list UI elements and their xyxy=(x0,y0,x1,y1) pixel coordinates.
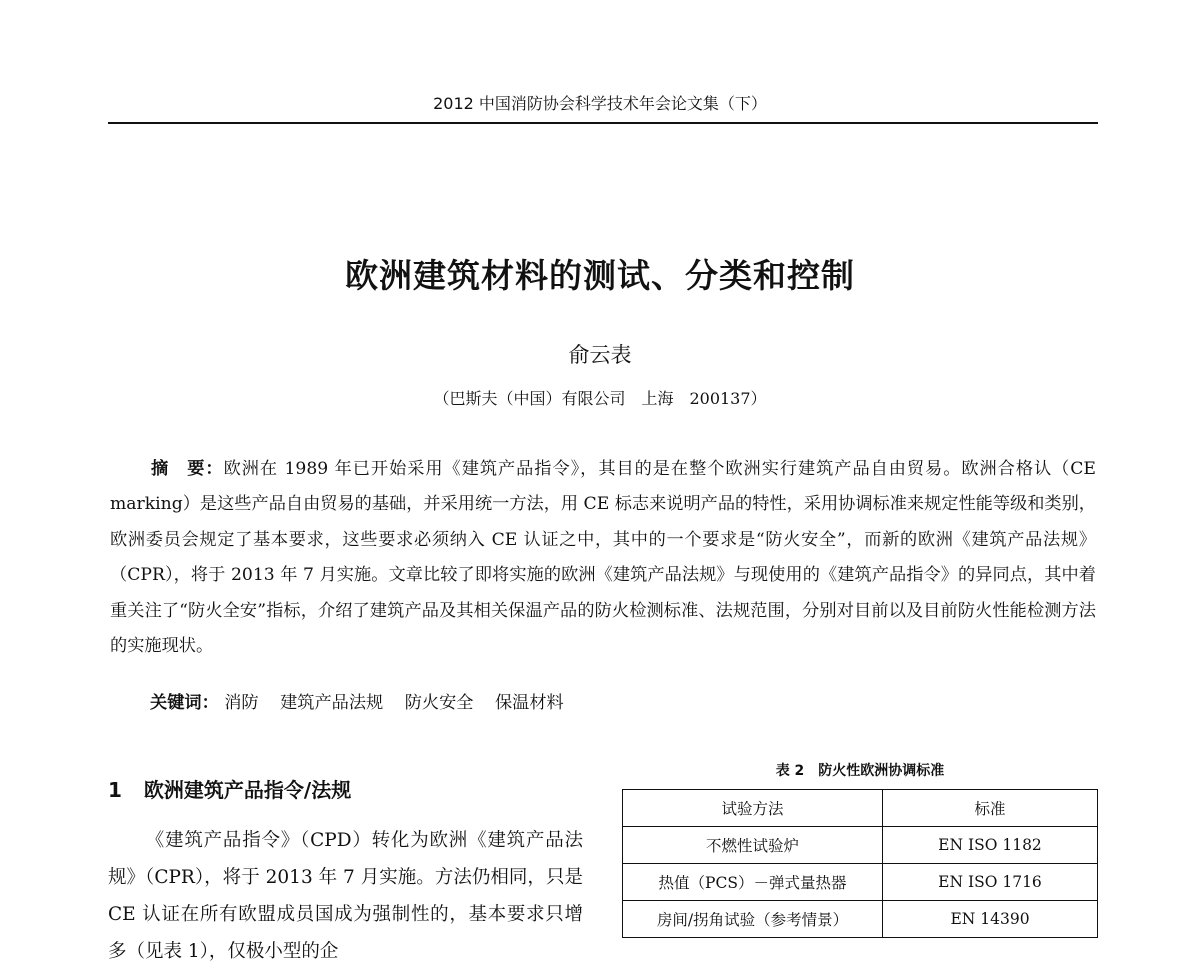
table-cell: EN ISO 1182 xyxy=(883,827,1098,864)
abstract-text: 欧洲在 1989 年已开始采用《建筑产品指令》，其目的是在整个欧洲实行建筑产品自由贸易。欧洲合格认（CE marking）是这些产品自由贸易的基础，并采用统一方法，用 CE 标志来说明产品的特性，采用协调标准来规定性能等级和类别，欧洲委员会规定了基本要求，这些要求必须纳入 CE 认证之中，其中的一个要求是“防火安全”，而新的欧洲《建筑产品法规》（CPR），将于 2013 年 7 月实施。文章比较了即将实施的欧洲《建筑产品法规》与现使用的《建筑产品指令》的异同点，其中着重关注了“防火全安”指标，介绍了建筑产品及其相关保温产品的防火检测标准、法规范围，分别对目前以及目前防火性能检测方法的实施现状。 xyxy=(110,459,1096,657)
keyword: 防火安全 xyxy=(404,693,474,713)
standards-table xyxy=(622,789,1098,938)
table-cell: 热值（PCS）－弹式量热器 xyxy=(623,864,883,901)
section-body-text: 《建筑产品指令》（CPD）转化为欧洲《建筑产品法规》（CPR），将于 2013 年 7 月实施。方法仍相同，只是 CE 认证在所有欧盟成员国成为强制性的，基本要求只增多（见表 1），仅极小型的企 xyxy=(108,830,583,962)
section-body xyxy=(108,822,583,970)
abstract-label: 摘 要： xyxy=(150,459,224,479)
table-header-cell: 试验方法 xyxy=(623,790,883,827)
table-header-row xyxy=(623,790,1098,827)
paper-title: 欧洲建筑材料的测试、分类和控制 xyxy=(345,256,855,295)
running-header: 2012 中国消防协会科学技术年会论文集（下） xyxy=(433,94,767,113)
table-row xyxy=(623,901,1098,938)
section-title: 欧洲建筑产品指令/法规 xyxy=(143,778,352,802)
section-number: 1 xyxy=(108,778,122,802)
keywords xyxy=(150,688,1090,718)
keywords-label: 关键词： xyxy=(150,693,219,713)
table-cell: 不燃性试验炉 xyxy=(623,827,883,864)
keyword: 建筑产品法规 xyxy=(280,693,384,713)
table-cell: EN 14390 xyxy=(883,901,1098,938)
table-header-cell: 标准 xyxy=(883,790,1098,827)
author-name: 俞云表 xyxy=(568,343,632,367)
table-caption: 表 2 防火性欧洲协调标准 xyxy=(775,763,945,779)
keyword: 消防 xyxy=(224,693,259,713)
header-rule xyxy=(108,122,1098,124)
table-cell: EN ISO 1716 xyxy=(883,864,1098,901)
abstract xyxy=(110,452,1096,664)
table-row xyxy=(623,864,1098,901)
keyword: 保温材料 xyxy=(494,693,564,713)
section-heading xyxy=(108,774,351,803)
author-affiliation: （巴斯夫（中国）有限公司 上海 200137） xyxy=(433,389,767,408)
table-cell: 房间/拐角试验（参考情景） xyxy=(623,901,883,938)
table-row xyxy=(623,827,1098,864)
